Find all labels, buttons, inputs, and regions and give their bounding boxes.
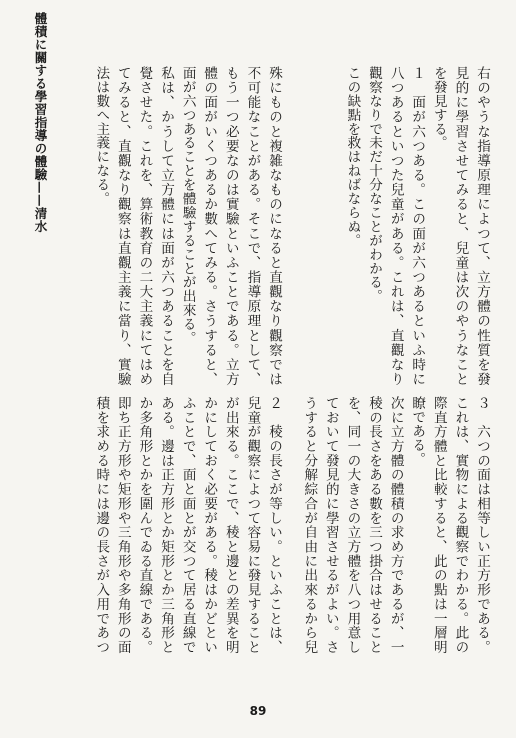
page-number: 89 xyxy=(249,704,267,718)
paragraph: 右のやうな指導原理によつて、立方體の性質を發見的に學習させてみると、兒童は次のやうなことを發見する。 xyxy=(430,66,490,386)
paragraph: ３ 六つの面は相等しい正方形である。これは、實物による觀察でわかる。此の際直方體と比較すると、此の點は一層明瞭である。 xyxy=(409,396,490,654)
paragraph: ２ 稜の長さが等しい。といふことは、兒童が觀察によつて容易に發見することが出來る。ここで、稜と邊との差異を明かにしておく必要がある。稜はかどといふことで、面と面とが交つて居る直線である。邊は正方形とか矩形とか三角形とか多角形とかを圍んでゐる直線である。即ち正方形や矩形や三角形や多角形の面積を求める時には邊の長さが入用であつ xyxy=(93,396,282,654)
text-column-upper-left xyxy=(88,66,284,386)
running-head: 體積に關する學習指導の體驗——清水 xyxy=(33,12,48,233)
paragraph: 次に立方體の體積の求め方であるが、一稜の長さをある數を三つ掛合はせることを、同一の大きさの立方體を八つ用意しておいて發見的に學習させるがよい。さうすると分解綜合が自由に出來るから兒 xyxy=(301,396,404,654)
text-column-upper-right xyxy=(296,66,492,386)
text-column-lower-right xyxy=(296,396,492,654)
paragraph: １ 面が六つある。この面が六つあるといふ時に八つあるといつた兒童がある。これは、直觀なり觀察なりで未だ十分なことがわかる。 xyxy=(366,66,426,386)
paragraph: この缺點を救はねばならぬ。 xyxy=(344,66,361,248)
paragraph: 私は、かうして立方體には面が六つあることを自覺させた。これを、算術教育の二大主義にてはめてみると、直觀なり觀察は直觀主義に當り、實驗法は數へ主義になる。 xyxy=(93,66,175,386)
text-column-lower-left xyxy=(88,396,284,654)
paragraph: 殊にものと複雑なものになると直觀なり觀察では不可能なことがある。そこで、指導原理として、もう一つ必要なのは實驗といふことである。立方體の面がいくつあるか數へてみる。さうすると、面が六つあることを體驗することが出來る。 xyxy=(179,66,282,386)
